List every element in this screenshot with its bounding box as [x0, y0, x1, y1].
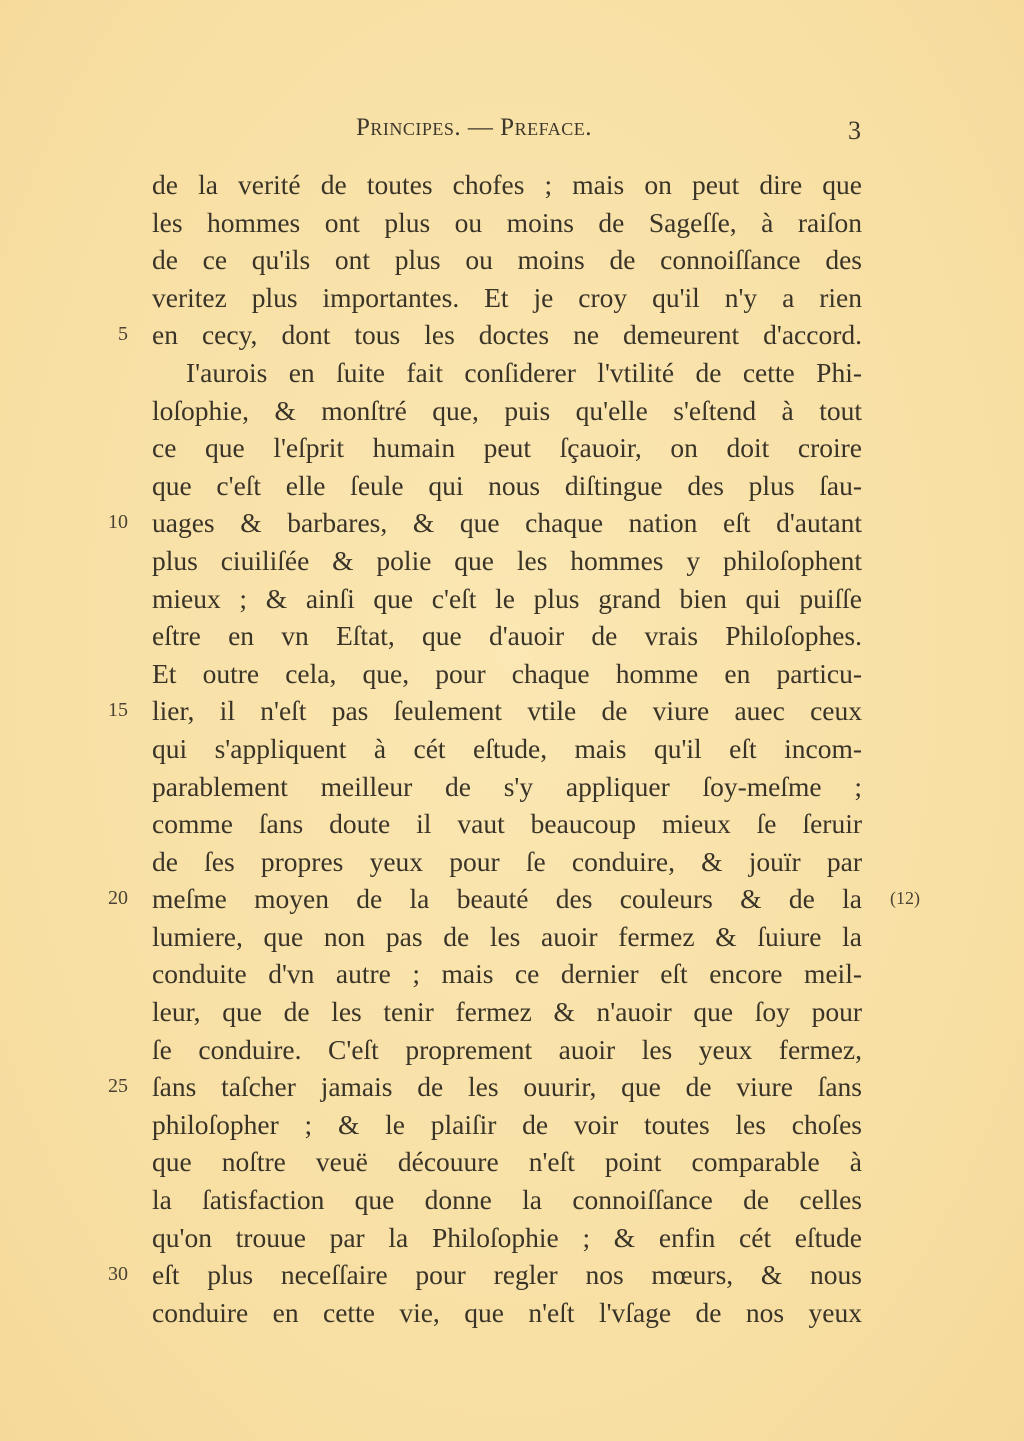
- line-text: ſans taſcher jamais de les ouurir, que de viure ſans: [152, 1071, 862, 1103]
- line-text: mieux ; & ainſi que c'eſt le plus grand bien qui puiſſe: [152, 582, 862, 614]
- text-line: [152, 392, 862, 430]
- text-line: [152, 805, 862, 843]
- text-line: [152, 204, 862, 242]
- text-line: [152, 467, 862, 505]
- text-line: [152, 1181, 862, 1219]
- line-text: veritez plus importantes. Et je croy qu'il n'y a rien: [152, 281, 862, 313]
- text-line: [152, 580, 862, 618]
- text-line: [152, 730, 862, 768]
- text-line: [152, 1031, 862, 1069]
- line-text: que c'eſt elle ſeule qui nous diſtingue des plus ſau-: [152, 469, 862, 501]
- line-text: Et outre cela, que, pour chaque homme en particu-: [152, 657, 862, 689]
- line-number: 15: [108, 699, 128, 722]
- line-text: eſtre en vn Eſtat, que d'auoir de vrais Philoſophes.: [152, 620, 862, 652]
- line-text: plus ciuiliſée & polie que les hommes y philoſophent: [152, 544, 862, 576]
- line-text: ce que l'eſprit humain peut ſçauoir, on doit croire: [152, 432, 862, 464]
- running-head: Principes. — Preface.: [356, 114, 592, 141]
- line-text: loſophie, & monſtré que, puis qu'elle s'eſtend à tout: [152, 394, 862, 426]
- text-line: [152, 241, 862, 279]
- line-text: de la verité de toutes chofes ; mais on peut dire que: [152, 169, 862, 200]
- line-text: que noſtre veuë découure n'eſt point comparable à: [152, 1146, 862, 1178]
- text-line: [152, 843, 862, 881]
- text-line: [108, 504, 862, 542]
- text-line: [152, 1106, 862, 1144]
- text-line: [152, 1219, 862, 1257]
- line-text: philoſopher ; & le plaiſir de voir toutes les choſes: [152, 1108, 862, 1140]
- body-text: [108, 166, 862, 1331]
- line-text: la ſatisfaction que donne la connoiſſance de celles: [152, 1184, 862, 1216]
- line-text: de ce qu'ils ont plus ou moins de connoiſſance des: [152, 244, 862, 276]
- text-line: [152, 354, 862, 392]
- text-line: [152, 542, 862, 580]
- text-line: [108, 880, 862, 918]
- line-text: meſme moyen de la beauté des couleurs & de la: [152, 883, 862, 915]
- line-text: lumiere, que non pas de les auoir fermez & ſuiure la: [152, 920, 862, 952]
- line-number: 10: [108, 511, 128, 534]
- line-number: 20: [108, 887, 128, 910]
- text-line: [152, 279, 862, 317]
- line-text: parablement meilleur de s'y appliquer ſoy-meſme ;: [152, 770, 862, 802]
- page-number: 3: [848, 116, 861, 145]
- text-line: [152, 1294, 862, 1332]
- text-line: [152, 429, 862, 467]
- text-line: [152, 768, 862, 806]
- line-text: comme ſans doute il vaut beaucoup mieux ſe ſeruir: [152, 808, 862, 840]
- text-line: [152, 617, 862, 655]
- text-line: [152, 955, 862, 993]
- page-header: [0, 114, 1024, 150]
- text-line: [108, 1256, 862, 1294]
- line-text: leur, que de les tenir fermez & n'auoir que ſoy pour: [152, 996, 862, 1028]
- line-number: 5: [118, 323, 128, 346]
- line-number: 25: [108, 1075, 128, 1098]
- line-number: 30: [108, 1263, 128, 1286]
- text-line: [152, 993, 862, 1031]
- text-line: [152, 918, 862, 956]
- text-line: [108, 1068, 862, 1106]
- text-line: [152, 166, 862, 204]
- text-line: [108, 692, 862, 730]
- line-text: eſt plus neceſſaire pour regler nos mœurs, & nous: [152, 1259, 862, 1291]
- text-line: [118, 316, 862, 354]
- text-line: [152, 1143, 862, 1181]
- line-text: conduire en cette vie, que n'eſt l'vſage de nos yeux: [152, 1296, 862, 1328]
- margin-reference: (12): [890, 888, 920, 909]
- line-text: lier, il n'eſt pas ſeulement vtile de viure auec ceux: [152, 695, 862, 727]
- line-text: qu'on trouue par la Philoſophie ; & enfin cét eſtude: [152, 1221, 862, 1253]
- line-text: qui s'appliquent à cét eſtude, mais qu'il eſt incom-: [152, 732, 862, 764]
- text-line: [152, 655, 862, 693]
- line-text: I'aurois en ſuite fait conſiderer l'vtilité de cette Phi-: [186, 356, 862, 388]
- line-text: de ſes propres yeux pour ſe conduire, & jouïr par: [152, 845, 862, 877]
- line-text: les hommes ont plus ou moins de Sageſſe, à raiſon: [152, 206, 862, 238]
- line-text: en cecy, dont tous les doctes ne demeurent d'accord.: [152, 319, 862, 351]
- line-text: conduite d'vn autre ; mais ce dernier eſt encore meil-: [152, 958, 862, 990]
- line-text: ſe conduire. C'eſt proprement auoir les yeux fermez,: [152, 1033, 862, 1065]
- line-text: uages & barbares, & que chaque nation eſt d'autant: [152, 507, 862, 539]
